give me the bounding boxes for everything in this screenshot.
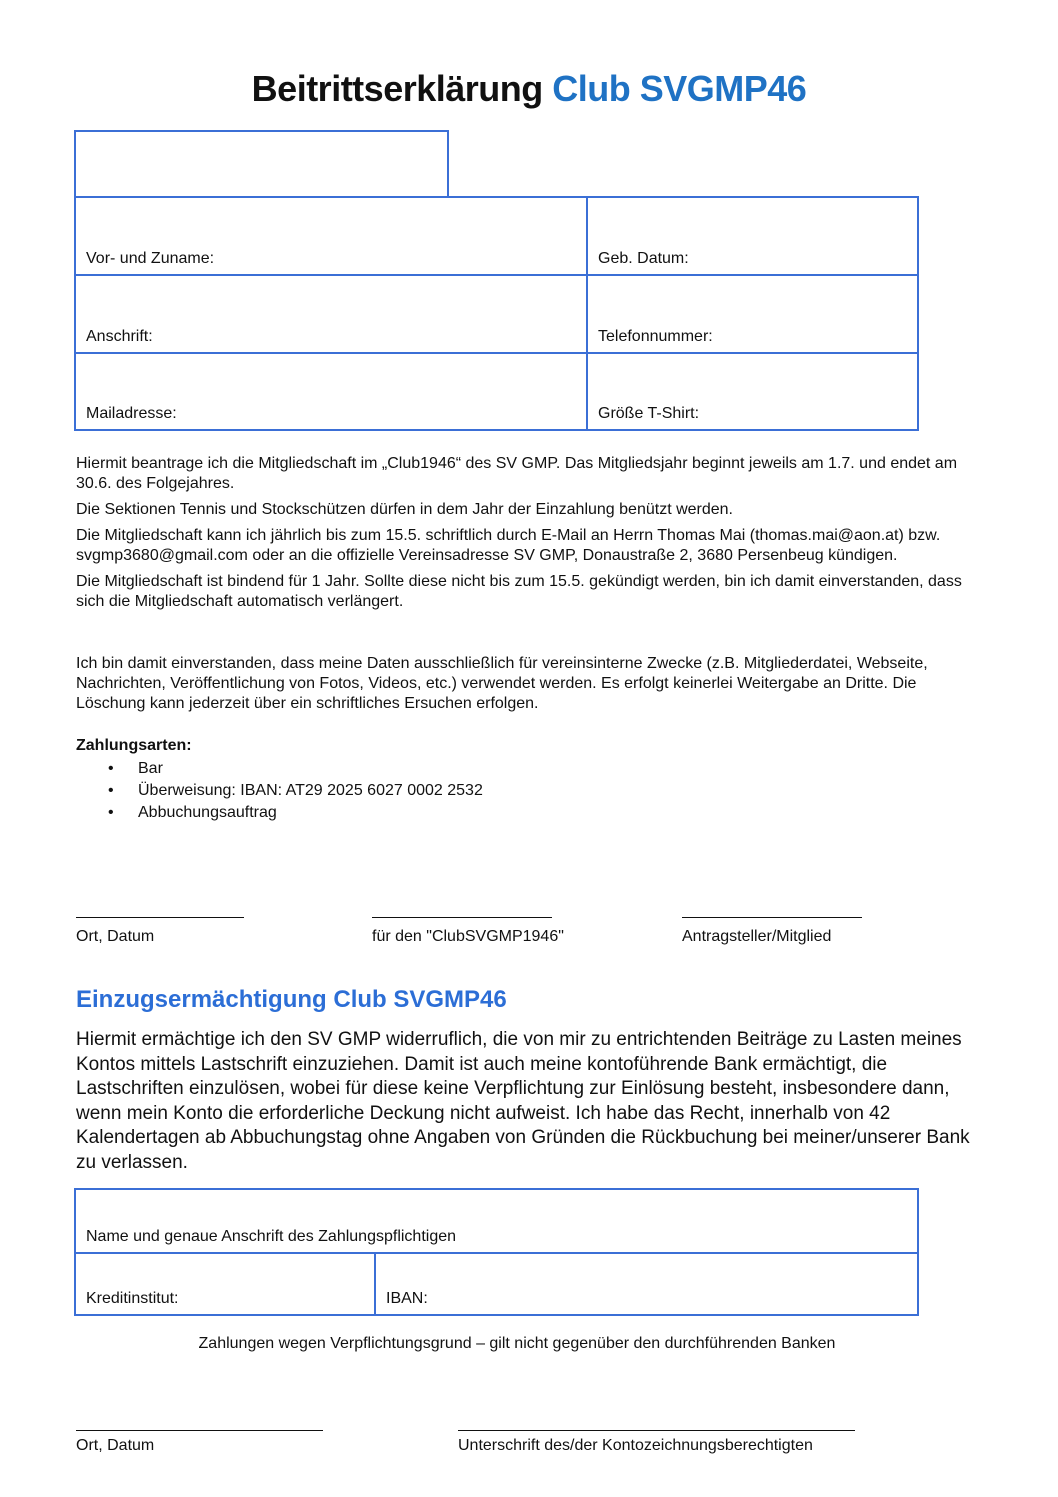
payer-label: Name und genaue Anschrift des Zahlungspflichtigen (86, 1228, 457, 1245)
terms-paragraph: Hiermit beantrage ich die Mitgliedschaft im „Club1946“ des SV GMP. Das Mitgliedsjahr beginnt jeweils am 1.7. und endet am 30.6. des Folgejahres. (76, 455, 958, 492)
mandate-note: Zahlungen wegen Verpflichtungsgrund – gilt nicht gegenüber den durchführenden Banken (198, 1335, 836, 1352)
terms-paragraph: Die Mitgliedschaft kann ich jährlich bis zum 15.5. schriftlich durch E-Mail an Herrn Thomas Mai (thomas.mai@aon.at) bzw. svgmp3680@gmail.com oder an die offizielle Vereinsadresse SV GMP, Donaustraße 2, 3680 Persenbeug kündigen. (76, 527, 941, 564)
signature-line-place-date[interactable] (76, 917, 244, 918)
terms-paragraph: Die Mitgliedschaft ist bindend für 1 Jahr. Sollte diese nicht bis zum 15.5. gekündigt werden, bin ich damit einverstanden, dass sich die Mitgliedschaft automatisch verlängert. (76, 573, 962, 610)
bank-field[interactable] (74, 1252, 376, 1316)
shirt-field[interactable] (586, 352, 919, 431)
signature-line-club[interactable] (372, 917, 552, 918)
list-item: • Überweisung: IBAN: AT29 2025 6027 0002 2532 (76, 780, 976, 802)
signature-line-account-holder[interactable] (458, 1430, 855, 1431)
shirt-label: Größe T-Shirt: (598, 405, 700, 422)
dob-label: Geb. Datum: (598, 250, 689, 267)
address-label: Anschrift: (86, 328, 153, 345)
list-item: • Bar (76, 758, 976, 780)
title-main: Beitrittserklärung (251, 68, 543, 109)
name-field[interactable] (74, 196, 588, 276)
payer-field[interactable] (74, 1188, 919, 1254)
payment-section (76, 736, 976, 824)
mail-field[interactable] (74, 352, 588, 431)
place-date-label-2: Ort, Datum (76, 1437, 155, 1454)
dob-field[interactable] (586, 196, 919, 276)
mandate-heading: Einzugsermächtigung Club SVGMP46 (76, 986, 507, 1013)
photo-field[interactable] (74, 130, 449, 198)
applicant-signature-label: Antragsteller/Mitglied (682, 928, 832, 945)
account-holder-label: Unterschrift des/der Kontozeichnungsberechtigten (458, 1437, 813, 1454)
bank-label: Kreditinstitut: (86, 1290, 179, 1307)
payment-heading: Zahlungsarten: (76, 737, 192, 754)
club-signature-label: für den "ClubSVGMP1946" (372, 928, 564, 945)
name-label: Vor- und Zuname: (86, 250, 215, 267)
title-accent: Club SVGMP46 (552, 68, 807, 109)
terms-paragraph: Die Sektionen Tennis und Stockschützen dürfen in dem Jahr der Einzahlung benützt werden. (76, 501, 733, 518)
page-title (0, 68, 1058, 110)
phone-label: Telefonnummer: (598, 328, 713, 345)
terms-text (76, 454, 976, 618)
iban-label: IBAN: (386, 1290, 428, 1307)
iban-field[interactable] (374, 1252, 919, 1316)
mandate-text: Hiermit ermächtige ich den SV GMP widerruflich, die von mir zu entrichtenden Beiträge zu Lasten meines Kontos mittels Lastschrift einzuziehen. Damit ist auch meine kontoführende Bank ermächtigt, die Lastschriften einzulösen, wobei für diese keine Verpflichtung zur Einlösung besteht, insbesondere dann, wenn mein Konto die erforderliche Deckung nicht aufweist. Ich habe das Recht, innerhalb von 42 Kalendertagen ab Abbuchungstag ohne Angaben von Gründen die Rückbuchung bei meiner/unserer Bank zu verlassen. (76, 1029, 970, 1173)
consent-paragraph: Ich bin damit einverstanden, dass meine Daten ausschließlich für vereinsinterne Zwecke (z.B. Mitgliederdatei, Webseite, Nachrichten, Veröffentlichung von Fotos, Videos, etc.) verwendet werden. Es erfolgt keinerlei Weitergabe an Dritte. Die Löschung kann jederzeit über ein schriftliches Ersuchen erfolgen. (76, 655, 928, 712)
place-date-label: Ort, Datum (76, 928, 155, 945)
phone-field[interactable] (586, 274, 919, 354)
signature-line-applicant[interactable] (682, 917, 862, 918)
list-item: • Abbuchungsauftrag (76, 802, 976, 824)
consent-text (76, 654, 976, 720)
signature-line-place-date-2[interactable] (76, 1430, 323, 1431)
address-field[interactable] (74, 274, 588, 354)
payment-list (76, 758, 976, 824)
mail-label: Mailadresse: (86, 405, 177, 422)
